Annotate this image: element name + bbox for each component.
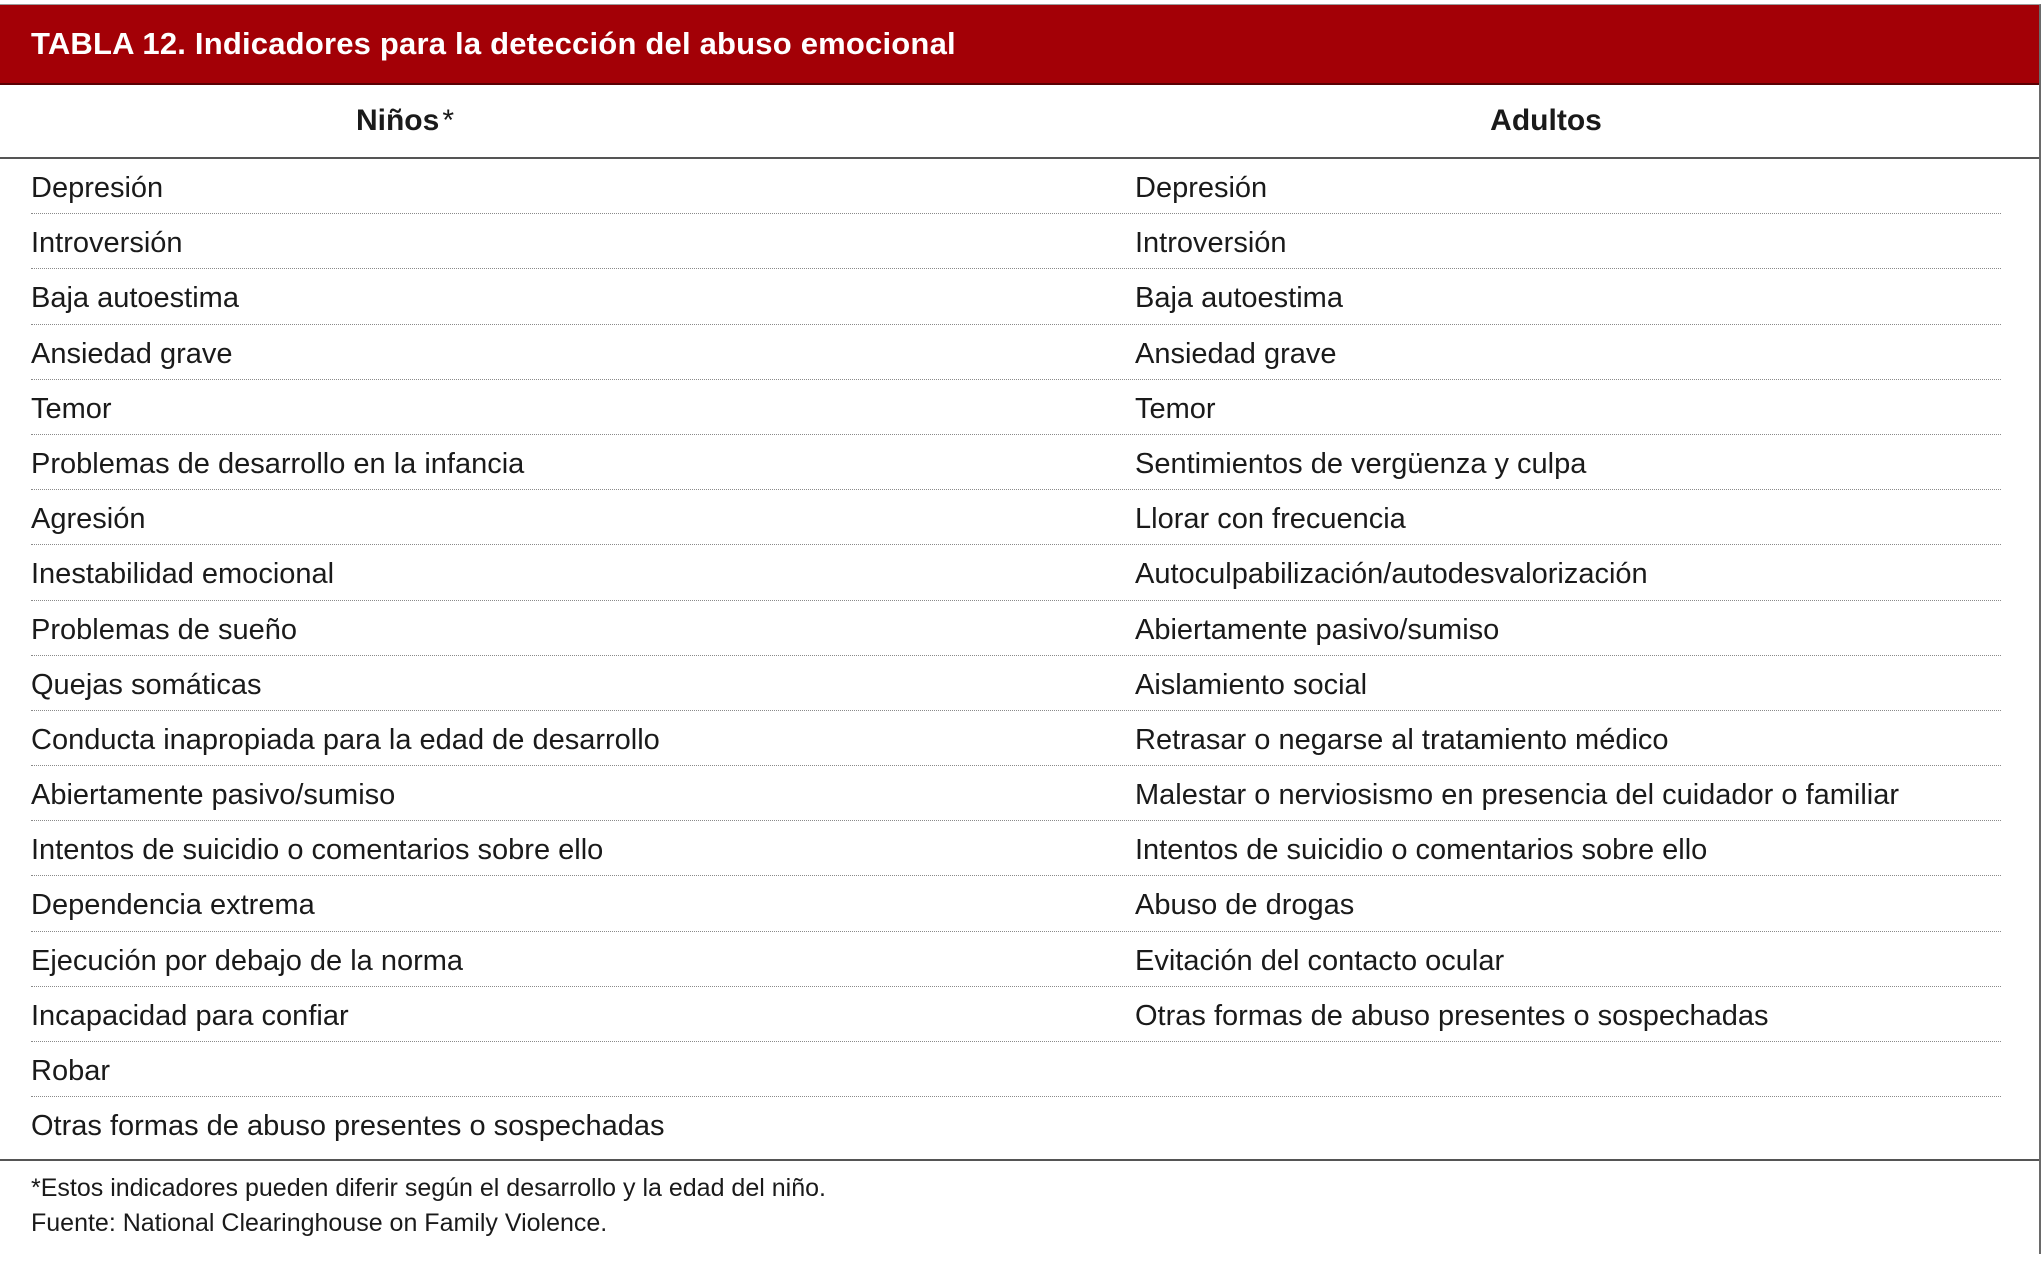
cell-adultos: Aislamiento social	[1135, 668, 1368, 701]
table-row	[0, 1097, 2039, 1152]
cell-adultos: Introversión	[1135, 227, 1287, 260]
table-row	[0, 214, 2039, 269]
table-row	[0, 545, 2039, 600]
cell-ninos: Introversión	[31, 227, 183, 260]
table-row	[0, 656, 2039, 711]
indicators-table	[0, 4, 2041, 1254]
cell-ninos: Abiertamente pasivo/sumiso	[31, 779, 396, 812]
cell-adultos: Sentimientos de vergüenza y culpa	[1135, 447, 1587, 480]
cell-ninos: Incapacidad para confiar	[31, 999, 349, 1032]
table-row	[0, 159, 2039, 214]
table-row	[0, 435, 2039, 490]
column-header-ninos	[0, 85, 810, 157]
table-title-bar	[0, 5, 2039, 85]
footnote-source: Fuente: National Clearinghouse on Family Violence.	[31, 1209, 608, 1237]
footnote-note: *Estos indicadores pueden diferir según el desarrollo y la edad del niño.	[31, 1174, 826, 1202]
cell-adultos: Malestar o nerviosismo en presencia del cuidador o familiar	[1135, 779, 1900, 812]
column-header-ninos-mark: *	[442, 104, 455, 137]
table-row	[0, 1042, 2039, 1097]
cell-adultos: Llorar con frecuencia	[1135, 503, 1406, 536]
cell-adultos: Intentos de suicidio o comentarios sobre ello	[1135, 834, 1708, 867]
cell-ninos: Otras formas de abuso presentes o sospechadas	[31, 1110, 665, 1143]
table-row	[0, 325, 2039, 380]
cell-ninos: Inestabilidad emocional	[31, 558, 335, 591]
table-row	[0, 601, 2039, 656]
table-bottom-rule	[0, 1159, 2039, 1161]
column-header-ninos-label: Niños	[355, 104, 440, 137]
cell-adultos: Evitación del contacto ocular	[1135, 944, 1505, 977]
table-row	[0, 380, 2039, 435]
cell-adultos: Ansiedad grave	[1135, 337, 1337, 370]
table-row	[0, 876, 2039, 931]
cell-ninos: Ejecución por debajo de la norma	[31, 944, 464, 977]
cell-ninos: Ansiedad grave	[31, 337, 233, 370]
cell-adultos: Depresión	[1135, 172, 1268, 204]
cell-ninos: Robar	[31, 1055, 110, 1087]
cell-ninos: Problemas de sueño	[31, 613, 297, 646]
column-header-adultos	[1136, 85, 1956, 157]
cell-ninos: Dependencia extrema	[31, 889, 315, 922]
table-row	[0, 269, 2039, 324]
table-row	[0, 490, 2039, 545]
cell-adultos: Abuso de drogas	[1135, 889, 1355, 922]
cell-ninos: Quejas somáticas	[31, 668, 262, 701]
column-header-adultos-label: Adultos	[1490, 104, 1602, 137]
table-row	[0, 711, 2039, 766]
cell-ninos: Depresión	[31, 172, 164, 204]
cell-ninos: Problemas de desarrollo en la infancia	[31, 447, 525, 480]
cell-ninos: Agresión	[31, 503, 146, 536]
cell-adultos: Baja autoestima	[1135, 282, 1343, 315]
table-row	[0, 766, 2039, 821]
table-title: TABLA 12. Indicadores para la detección del abuso emocional	[31, 26, 956, 61]
table-row	[0, 821, 2039, 876]
cell-ninos: Conducta inapropiada para la edad de desarrollo	[31, 723, 660, 756]
cell-ninos: Temor	[31, 392, 112, 425]
cell-adultos: Autoculpabilización/autodesvalorización	[1135, 558, 1648, 591]
table-row	[0, 987, 2039, 1042]
table-body	[0, 159, 2039, 1152]
cell-adultos: Temor	[1135, 392, 1216, 425]
cell-adultos: Abiertamente pasivo/sumiso	[1135, 613, 1500, 646]
cell-adultos: Otras formas de abuso presentes o sospechadas	[1135, 999, 1769, 1032]
table-footnotes	[31, 1171, 826, 1241]
cell-ninos: Intentos de suicidio o comentarios sobre ello	[31, 834, 604, 867]
table-header-row	[0, 85, 2039, 159]
cell-adultos: Retrasar o negarse al tratamiento médico	[1135, 723, 1669, 756]
table-row	[0, 932, 2039, 987]
cell-ninos: Baja autoestima	[31, 282, 239, 315]
